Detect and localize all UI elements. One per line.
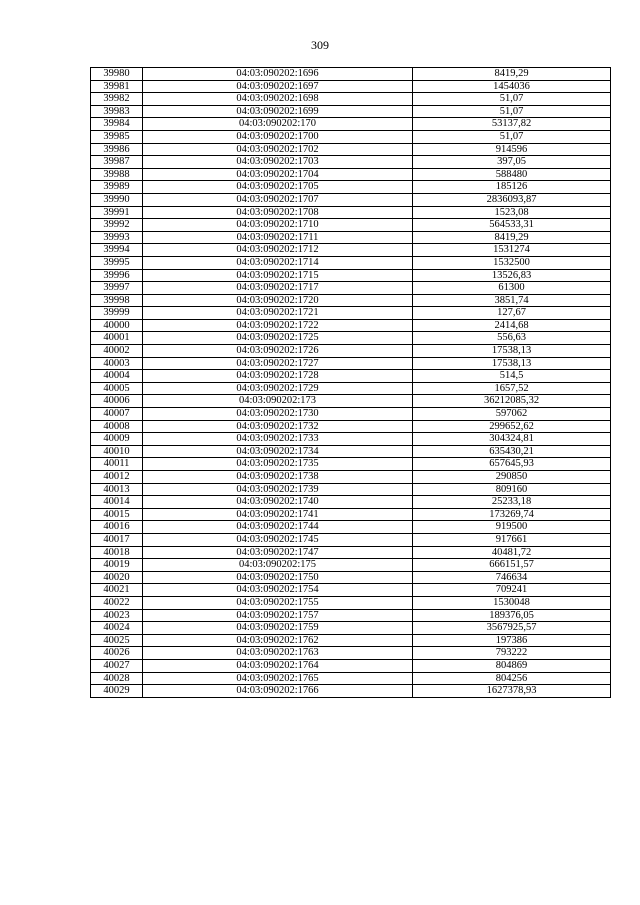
table-row [91,357,611,370]
cadastral-number-cell: 04:03:090202:1762 [143,634,413,647]
cadastral-number-cell: 04:03:090202:1708 [143,206,413,219]
cadastral-value-cell: 746634 [413,571,611,584]
row-number-cell: 40023 [91,609,143,622]
cadastral-value-cell: 1530048 [413,596,611,609]
cadastral-value-cell: 804256 [413,672,611,685]
row-number-cell: 40015 [91,508,143,521]
row-number-cell: 40007 [91,408,143,421]
cadastral-value-cell: 290850 [413,471,611,484]
page-number: 309 [311,38,329,52]
table-row [91,269,611,282]
cadastral-value-cell: 17538,13 [413,345,611,358]
row-number-cell: 39990 [91,193,143,206]
cadastral-value-cell: 2836093,87 [413,193,611,206]
cadastral-number-cell: 04:03:090202:1720 [143,294,413,307]
cadastral-number-cell: 04:03:090202:1763 [143,647,413,660]
cadastral-number-cell: 04:03:090202:1725 [143,332,413,345]
cadastral-number-cell: 04:03:090202:1721 [143,307,413,320]
row-number-cell: 40019 [91,559,143,572]
row-number-cell: 40018 [91,546,143,559]
cadastral-number-cell: 04:03:090202:1755 [143,596,413,609]
cadastral-number-cell: 04:03:090202:1704 [143,168,413,181]
cadastral-number-cell: 04:03:090202:1750 [143,571,413,584]
table-row [91,584,611,597]
cadastral-value-cell: 804869 [413,659,611,672]
cadastral-number-cell: 04:03:090202:1715 [143,269,413,282]
table-row [91,634,611,647]
table-row [91,559,611,572]
cadastral-value-cell: 397,05 [413,156,611,169]
table-row [91,219,611,232]
cadastral-value-cell: 197386 [413,634,611,647]
cadastral-value-cell: 51,07 [413,93,611,106]
cadastral-value-cell: 304324,81 [413,433,611,446]
table-row [91,130,611,143]
row-number-cell: 40028 [91,672,143,685]
cadastral-number-cell: 04:03:090202:1735 [143,458,413,471]
table-row [91,458,611,471]
row-number-cell: 40025 [91,634,143,647]
table-row [91,420,611,433]
table-row [91,319,611,332]
table-row [91,596,611,609]
table-row [91,445,611,458]
cadastral-number-cell: 04:03:090202:1754 [143,584,413,597]
table-row [91,622,611,635]
cadastral-value-cell: 299652,62 [413,420,611,433]
cadastral-value-cell: 8419,29 [413,231,611,244]
row-number-cell: 40017 [91,533,143,546]
table-row [91,206,611,219]
row-number-cell: 40029 [91,685,143,698]
table-row [91,382,611,395]
row-number-cell: 39998 [91,294,143,307]
row-number-cell: 39993 [91,231,143,244]
cadastral-value-cell: 51,07 [413,130,611,143]
cadastral-value-cell: 13526,83 [413,269,611,282]
cadastral-value-cell: 3567925,57 [413,622,611,635]
cadastral-number-cell: 04:03:090202:1700 [143,130,413,143]
cadastral-number-cell: 04:03:090202:1744 [143,521,413,534]
row-number-cell: 40016 [91,521,143,534]
row-number-cell: 40001 [91,332,143,345]
cadastral-number-cell: 04:03:090202:173 [143,395,413,408]
row-number-cell: 39988 [91,168,143,181]
cadastral-number-cell: 04:03:090202:170 [143,118,413,131]
table-row [91,80,611,93]
row-number-cell: 39985 [91,130,143,143]
row-number-cell: 40013 [91,483,143,496]
table-row [91,571,611,584]
cadastral-number-cell: 04:03:090202:1717 [143,282,413,295]
table-row [91,105,611,118]
row-number-cell: 39986 [91,143,143,156]
table-row [91,181,611,194]
cadastral-value-cell: 2414,68 [413,319,611,332]
row-number-cell: 39983 [91,105,143,118]
cadastral-value-cell: 809160 [413,483,611,496]
cadastral-number-cell: 04:03:090202:1741 [143,508,413,521]
table-row [91,609,611,622]
row-number-cell: 40002 [91,345,143,358]
cadastral-number-cell: 04:03:090202:1714 [143,256,413,269]
table-row [91,193,611,206]
table-row [91,118,611,131]
cadastral-value-cell: 1627378,93 [413,685,611,698]
table-row [91,659,611,672]
table-row [91,156,611,169]
cadastral-value-cell: 919500 [413,521,611,534]
cadastral-value-cell: 1523,08 [413,206,611,219]
table-row [91,332,611,345]
table-row [91,370,611,383]
cadastral-value-cell: 917661 [413,533,611,546]
table-row [91,294,611,307]
cadastral-value-cell: 51,07 [413,105,611,118]
table-row [91,483,611,496]
cadastral-number-cell: 04:03:090202:1712 [143,244,413,257]
row-number-cell: 39992 [91,219,143,232]
cadastral-number-cell: 04:03:090202:1703 [143,156,413,169]
cadastral-number-cell: 04:03:090202:1765 [143,672,413,685]
cadastral-value-cell: 1532500 [413,256,611,269]
cadastral-value-cell: 127,67 [413,307,611,320]
table-row [91,231,611,244]
cadastral-number-cell: 04:03:090202:1733 [143,433,413,446]
table-row [91,408,611,421]
row-number-cell: 40012 [91,471,143,484]
table-row [91,143,611,156]
cadastral-number-cell: 04:03:090202:1702 [143,143,413,156]
cadastral-number-cell: 04:03:090202:1707 [143,193,413,206]
cadastral-value-cell: 3851,74 [413,294,611,307]
row-number-cell: 39991 [91,206,143,219]
table-row [91,256,611,269]
cadastral-number-cell: 04:03:090202:1699 [143,105,413,118]
cadastral-value-cell: 8419,29 [413,68,611,81]
table-row [91,685,611,698]
table-row [91,244,611,257]
cadastral-value-cell: 61300 [413,282,611,295]
cadastral-number-cell: 04:03:090202:1740 [143,496,413,509]
cadastral-number-cell: 04:03:090202:1738 [143,471,413,484]
row-number-cell: 39984 [91,118,143,131]
row-number-cell: 40000 [91,319,143,332]
cadastral-value-table [90,67,611,698]
cadastral-value-cell: 40481,72 [413,546,611,559]
row-number-cell: 39997 [91,282,143,295]
cadastral-number-cell: 04:03:090202:1766 [143,685,413,698]
table-row [91,471,611,484]
table-row [91,93,611,106]
row-number-cell: 40022 [91,596,143,609]
table-row [91,433,611,446]
table-row [91,672,611,685]
cadastral-number-cell: 04:03:090202:1730 [143,408,413,421]
table-row [91,508,611,521]
row-number-cell: 39996 [91,269,143,282]
cadastral-number-cell: 04:03:090202:1697 [143,80,413,93]
row-number-cell: 39995 [91,256,143,269]
cadastral-value-cell: 53137,82 [413,118,611,131]
row-number-cell: 40009 [91,433,143,446]
cadastral-value-cell: 25233,18 [413,496,611,509]
row-number-cell: 39999 [91,307,143,320]
table-row [91,282,611,295]
cadastral-number-cell: 04:03:090202:1739 [143,483,413,496]
cadastral-value-cell: 597062 [413,408,611,421]
cadastral-number-cell: 04:03:090202:1711 [143,231,413,244]
row-number-cell: 39981 [91,80,143,93]
row-number-cell: 40011 [91,458,143,471]
cadastral-value-cell: 556,63 [413,332,611,345]
table-row [91,521,611,534]
row-number-cell: 40006 [91,395,143,408]
cadastral-value-cell: 709241 [413,584,611,597]
row-number-cell: 39987 [91,156,143,169]
cadastral-value-cell: 588480 [413,168,611,181]
row-number-cell: 40027 [91,659,143,672]
row-number-cell: 40020 [91,571,143,584]
row-number-cell: 40008 [91,420,143,433]
cadastral-number-cell: 04:03:090202:1745 [143,533,413,546]
cadastral-number-cell: 04:03:090202:175 [143,559,413,572]
table-row [91,533,611,546]
row-number-cell: 40003 [91,357,143,370]
cadastral-value-cell: 1454036 [413,80,611,93]
table-row [91,395,611,408]
cadastral-number-cell: 04:03:090202:1727 [143,357,413,370]
cadastral-value-cell: 514,5 [413,370,611,383]
cadastral-value-cell: 1657,52 [413,382,611,395]
cadastral-number-cell: 04:03:090202:1726 [143,345,413,358]
cadastral-number-cell: 04:03:090202:1722 [143,319,413,332]
cadastral-number-cell: 04:03:090202:1728 [143,370,413,383]
row-number-cell: 39980 [91,68,143,81]
row-number-cell: 40004 [91,370,143,383]
cadastral-value-cell: 793222 [413,647,611,660]
cadastral-value-cell: 666151,57 [413,559,611,572]
cadastral-number-cell: 04:03:090202:1732 [143,420,413,433]
table-row [91,307,611,320]
cadastral-number-cell: 04:03:090202:1705 [143,181,413,194]
table-body [91,68,611,698]
row-number-cell: 39994 [91,244,143,257]
cadastral-value-cell: 564533,31 [413,219,611,232]
cadastral-value-cell: 914596 [413,143,611,156]
cadastral-number-cell: 04:03:090202:1764 [143,659,413,672]
cadastral-value-cell: 185126 [413,181,611,194]
table-row [91,496,611,509]
row-number-cell: 40010 [91,445,143,458]
table-row [91,345,611,358]
cadastral-number-cell: 04:03:090202:1747 [143,546,413,559]
cadastral-value-cell: 173269,74 [413,508,611,521]
cadastral-number-cell: 04:03:090202:1729 [143,382,413,395]
row-number-cell: 40005 [91,382,143,395]
cadastral-value-cell: 1531274 [413,244,611,257]
cadastral-number-cell: 04:03:090202:1698 [143,93,413,106]
cadastral-number-cell: 04:03:090202:1696 [143,68,413,81]
cadastral-number-cell: 04:03:090202:1734 [143,445,413,458]
row-number-cell: 40026 [91,647,143,660]
table-row [91,68,611,81]
cadastral-value-cell: 17538,13 [413,357,611,370]
cadastral-value-cell: 657645,93 [413,458,611,471]
row-number-cell: 40014 [91,496,143,509]
table-row [91,546,611,559]
cadastral-value-cell: 36212085,32 [413,395,611,408]
table-row [91,647,611,660]
cadastral-number-cell: 04:03:090202:1757 [143,609,413,622]
cadastral-value-cell: 189376,05 [413,609,611,622]
row-number-cell: 40021 [91,584,143,597]
row-number-cell: 39982 [91,93,143,106]
cadastral-number-cell: 04:03:090202:1710 [143,219,413,232]
row-number-cell: 39989 [91,181,143,194]
table-row [91,168,611,181]
cadastral-number-cell: 04:03:090202:1759 [143,622,413,635]
cadastral-value-cell: 635430,21 [413,445,611,458]
row-number-cell: 40024 [91,622,143,635]
